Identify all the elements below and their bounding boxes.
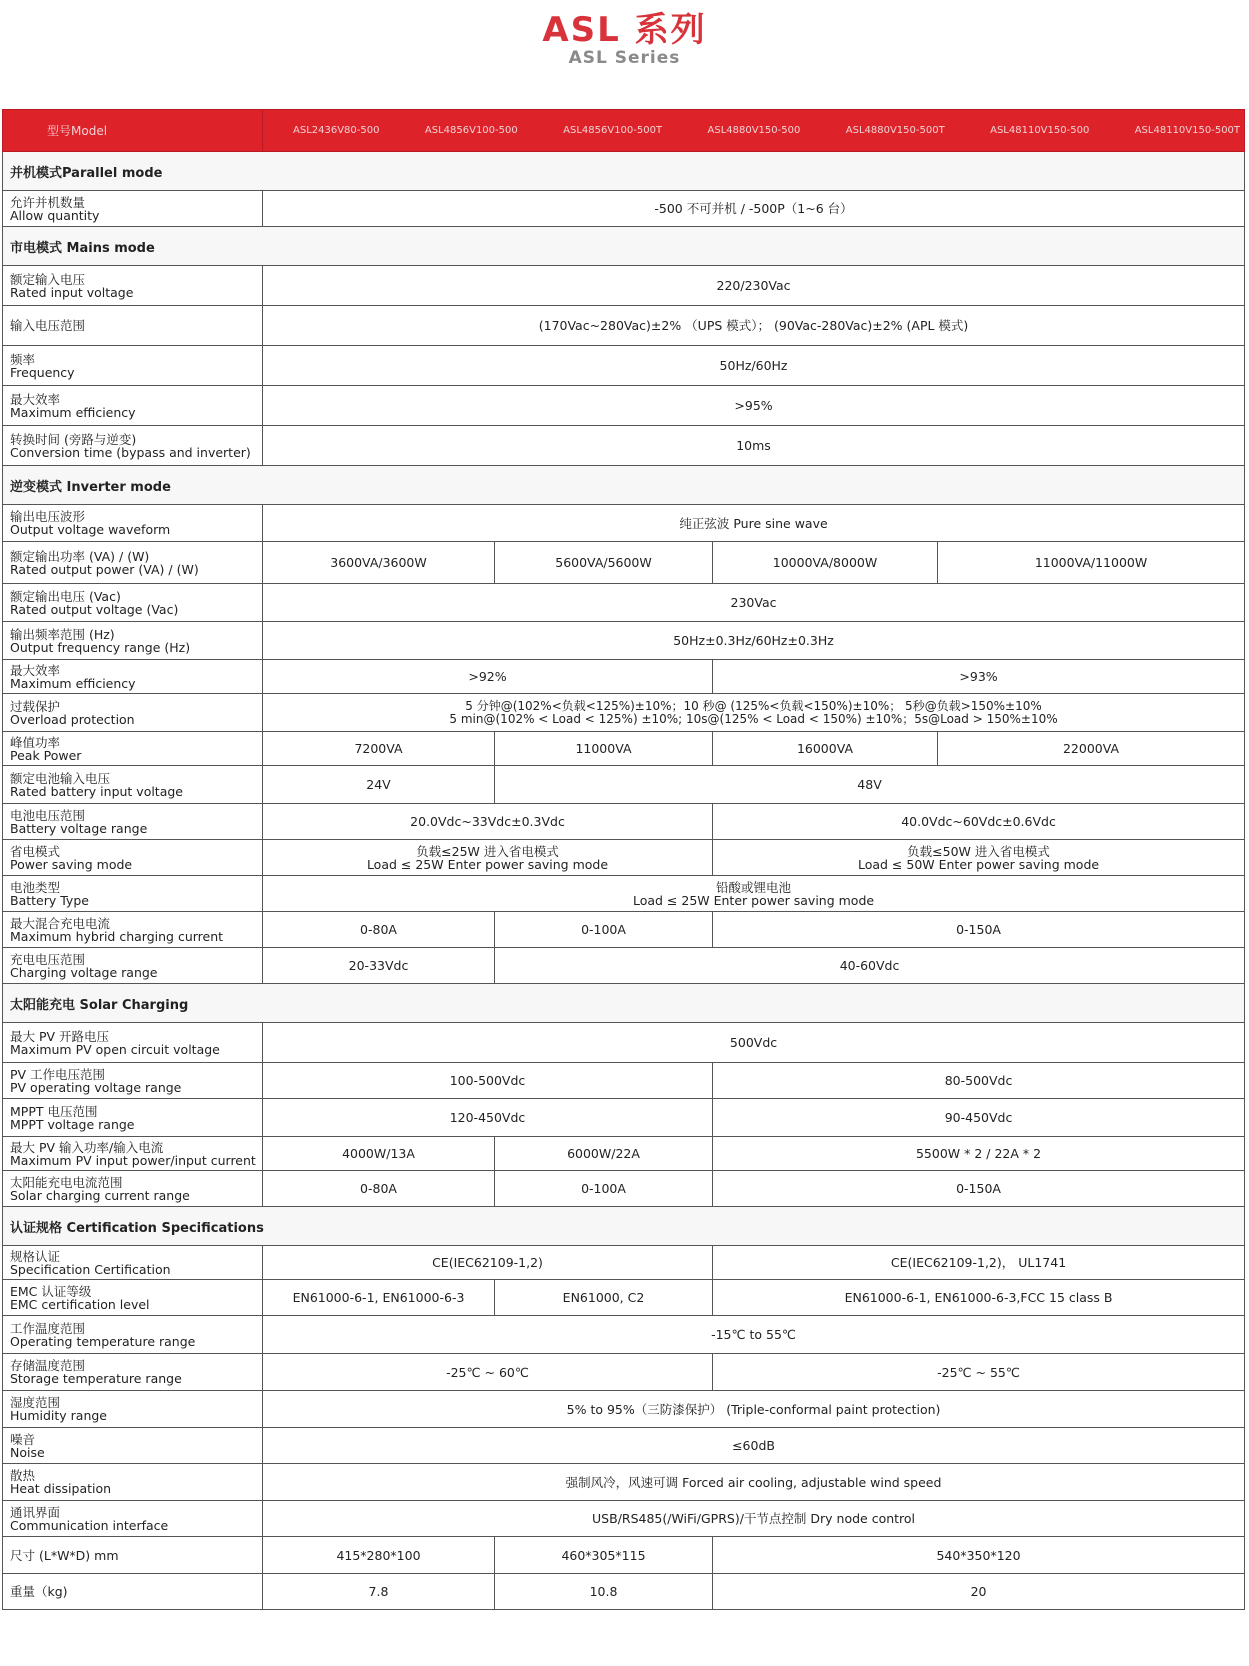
row-value: 0-80A <box>263 1171 495 1207</box>
row-value: 3600VA/3600W <box>263 542 495 584</box>
table-row <box>3 912 1245 948</box>
row-value: 10000VA/8000W <box>713 542 938 584</box>
table-row <box>3 266 1245 306</box>
table-row <box>3 1280 1245 1316</box>
table-row <box>3 1391 1245 1428</box>
section-title: 逆变模式 Inverter mode <box>3 466 1245 505</box>
section-title: 认证规格 Certification Specifications <box>3 1207 1245 1246</box>
row-value: USB/RS485(/WiFi/GPRS)/干节点控制 Dry node control <box>263 1501 1245 1537</box>
row-label: 重量（kg) <box>3 1574 263 1610</box>
row-label: 电池类型 Battery Type <box>3 876 263 912</box>
table-row <box>3 804 1245 840</box>
table-row <box>3 426 1245 466</box>
row-label: 噪音 Noise <box>3 1428 263 1464</box>
table-row <box>3 386 1245 426</box>
section-header <box>3 227 1245 266</box>
row-label: 规格认证 Specification Certification <box>3 1246 263 1280</box>
row-label: 频率 Frequency <box>3 346 263 386</box>
table-row <box>3 694 1245 732</box>
row-value: >93% <box>713 660 1245 694</box>
table-row <box>3 840 1245 876</box>
row-label: 输入电压范围 <box>3 306 263 346</box>
table-row <box>3 1537 1245 1574</box>
row-value: 540*350*120 <box>713 1537 1245 1574</box>
table-row <box>3 1354 1245 1391</box>
row-label: 太阳能充电电流范围 Solar charging current range <box>3 1171 263 1207</box>
row-label: 尺寸 (L*W*D) mm <box>3 1537 263 1574</box>
row-label: 散热 Heat dissipation <box>3 1464 263 1501</box>
row-label: 输出电压波形 Output voltage waveform <box>3 505 263 542</box>
table-row <box>3 1137 1245 1171</box>
row-label: 最大混合充电电流 Maximum hybrid charging current <box>3 912 263 948</box>
row-value: -25℃ ~ 55℃ <box>713 1354 1245 1391</box>
row-value: CE(IEC62109-1,2) <box>263 1246 713 1280</box>
table-row <box>3 1023 1245 1063</box>
row-value: 24V <box>263 766 495 804</box>
section-header <box>3 466 1245 505</box>
table-row <box>3 1099 1245 1137</box>
row-value: 0-100A <box>495 1171 713 1207</box>
row-value: 415*280*100 <box>263 1537 495 1574</box>
table-row <box>3 1501 1245 1537</box>
row-value: -500 不可并机 / -500P（1~6 台） <box>263 191 1245 227</box>
row-label: 转换时间 (旁路与逆变) Conversion time (bypass and inverter) <box>3 426 263 466</box>
row-value: >92% <box>263 660 713 694</box>
table-row <box>3 1574 1245 1610</box>
row-label: 峰值功率 Peak Power <box>3 732 263 766</box>
row-value: -25℃ ~ 60℃ <box>263 1354 713 1391</box>
row-value: (170Vac~280Vac)±2% （UPS 模式）； (90Vac-280Vac)±2% (APL 模式) <box>263 306 1245 346</box>
table-row <box>3 948 1245 984</box>
row-value: 48V <box>495 766 1245 804</box>
row-value: 16000VA <box>713 732 938 766</box>
row-value: 6000W/22A <box>495 1137 713 1171</box>
table-row <box>3 1171 1245 1207</box>
row-label: 最大 PV 输入功率/输入电流 Maximum PV input power/input current <box>3 1137 263 1171</box>
row-value: 10.8 <box>495 1574 713 1610</box>
row-label: 湿度范围 Humidity range <box>3 1391 263 1428</box>
table-row <box>3 660 1245 694</box>
table-row <box>3 876 1245 912</box>
row-value: 0-150A <box>713 1171 1245 1207</box>
row-value: 纯正弦波 Pure sine wave <box>263 505 1245 542</box>
row-value: 20 <box>713 1574 1245 1610</box>
row-value: 7200VA <box>263 732 495 766</box>
row-value: 90-450Vdc <box>713 1099 1245 1137</box>
row-value: 50Hz/60Hz <box>263 346 1245 386</box>
table-row <box>3 1246 1245 1280</box>
section-title: 并机模式Parallel mode <box>3 152 1245 191</box>
model-list <box>263 110 1245 152</box>
row-label: 电池电压范围 Battery voltage range <box>3 804 263 840</box>
table-row <box>3 1428 1245 1464</box>
section-title: 太阳能充电 Solar Charging <box>3 984 1245 1023</box>
model-name: ASL48110V150-500 <box>990 125 1090 136</box>
row-value: 120-450Vdc <box>263 1099 713 1137</box>
row-value: EN61000-6-1, EN61000-6-3 <box>263 1280 495 1316</box>
model-header: 型号Model <box>3 110 263 152</box>
table-row <box>3 346 1245 386</box>
row-value: 230Vac <box>263 584 1245 622</box>
model-name: ASL4880V150-500T <box>845 125 945 136</box>
row-value: 11000VA/11000W <box>938 542 1245 584</box>
row-label: 允许并机数量 Allow quantity <box>3 191 263 227</box>
row-value: 100-500Vdc <box>263 1063 713 1099</box>
row-value: 460*305*115 <box>495 1537 713 1574</box>
table-row <box>3 542 1245 584</box>
row-value: 22000VA <box>938 732 1245 766</box>
section-title: 市电模式 Mains mode <box>3 227 1245 266</box>
row-value: 220/230Vac <box>263 266 1245 306</box>
row-label: 额定电池输入电压 Rated battery input voltage <box>3 766 263 804</box>
row-label: 最大 PV 开路电压 Maximum PV open circuit voltage <box>3 1023 263 1063</box>
table-row <box>3 191 1245 227</box>
row-label: 输出频率范围 (Hz) Output frequency range (Hz) <box>3 622 263 660</box>
row-value: 11000VA <box>495 732 713 766</box>
row-label: PV 工作电压范围 PV operating voltage range <box>3 1063 263 1099</box>
row-value: 0-150A <box>713 912 1245 948</box>
row-value: 5 分钟@(102%<负载<125%)±10%；10 秒@ (125%<负载<150%)±10%； 5秒@负载>150%±10% 5 min@(102% < Load < 125%) ±10%; 10s@(125% < Load < 150%) ±10%；5s@Load > 150%±10% <box>263 694 1245 732</box>
row-value: 5600VA/5600W <box>495 542 713 584</box>
row-label: 存储温度范围 Storage temperature range <box>3 1354 263 1391</box>
row-value: ≤60dB <box>263 1428 1245 1464</box>
table-row <box>3 306 1245 346</box>
model-name: ASL4856V100-500 <box>424 125 518 136</box>
row-value: 0-80A <box>263 912 495 948</box>
model-name: ASL48110V150-500T <box>1134 125 1241 136</box>
row-label: 最大效率 Maximum efficiency <box>3 386 263 426</box>
row-value: 40-60Vdc <box>495 948 1245 984</box>
row-label: 额定输入电压 Rated input voltage <box>3 266 263 306</box>
model-name: ASL2436V80-500 <box>293 125 380 136</box>
row-label: 额定输出电压 (Vac) Rated output voltage (Vac) <box>3 584 263 622</box>
row-value: >95% <box>263 386 1245 426</box>
row-label: 充电电压范围 Charging voltage range <box>3 948 263 984</box>
table-row <box>3 732 1245 766</box>
row-value: 强制风冷，风速可调 Forced air cooling, adjustable wind speed <box>263 1464 1245 1501</box>
row-label: 省电模式 Power saving mode <box>3 840 263 876</box>
section-header <box>3 152 1245 191</box>
model-name: ASL4880V150-500 <box>707 125 801 136</box>
row-value: 5500W * 2 / 22A * 2 <box>713 1137 1245 1171</box>
row-value: 负载≤25W 进入省电模式 Load ≤ 25W Enter power saving mode <box>263 840 713 876</box>
table-row <box>3 1464 1245 1501</box>
row-label: 工作温度范围 Operating temperature range <box>3 1316 263 1354</box>
row-value: CE(IEC62109-1,2)， UL1741 <box>713 1246 1245 1280</box>
table-row <box>3 505 1245 542</box>
row-value: 4000W/13A <box>263 1137 495 1171</box>
row-label: EMC 认证等级 EMC certification level <box>3 1280 263 1316</box>
row-value: -15℃ to 55℃ <box>263 1316 1245 1354</box>
row-value: 20.0Vdc~33Vdc±0.3Vdc <box>263 804 713 840</box>
row-value: 500Vdc <box>263 1023 1245 1063</box>
row-value: 10ms <box>263 426 1245 466</box>
table-row <box>3 1063 1245 1099</box>
row-value: 7.8 <box>263 1574 495 1610</box>
table-row <box>3 584 1245 622</box>
row-value: 0-100A <box>495 912 713 948</box>
row-value: 20-33Vdc <box>263 948 495 984</box>
row-label: 过载保护 Overload protection <box>3 694 263 732</box>
row-value: 50Hz±0.3Hz/60Hz±0.3Hz <box>263 622 1245 660</box>
table-row <box>3 622 1245 660</box>
row-label: 额定输出功率 (VA) / (W) Rated output power (VA) / (W) <box>3 542 263 584</box>
row-value: 5% to 95%（三防漆保护） (Triple-conformal paint protection) <box>263 1391 1245 1428</box>
table-header-row <box>3 110 1245 152</box>
page-title: ASL 系列 <box>542 10 707 50</box>
row-label: 通讯界面 Communication interface <box>3 1501 263 1537</box>
spec-table <box>2 109 1245 1610</box>
section-header <box>3 1207 1245 1246</box>
row-label: MPPT 电压范围 MPPT voltage range <box>3 1099 263 1137</box>
row-value: 80-500Vdc <box>713 1063 1245 1099</box>
row-value: 负载≤50W 进入省电模式 Load ≤ 50W Enter power saving mode <box>713 840 1245 876</box>
page-subtitle: ASL Series <box>568 48 681 68</box>
row-value: 40.0Vdc~60Vdc±0.6Vdc <box>713 804 1245 840</box>
table-row <box>3 1316 1245 1354</box>
row-label: 最大效率 Maximum efficiency <box>3 660 263 694</box>
row-value: 铅酸或锂电池 Load ≤ 25W Enter power saving mode <box>263 876 1245 912</box>
row-value: EN61000-6-1, EN61000-6-3,FCC 15 class B <box>713 1280 1245 1316</box>
table-row <box>3 766 1245 804</box>
section-header <box>3 984 1245 1023</box>
row-value: EN61000, C2 <box>495 1280 713 1316</box>
model-name: ASL4856V100-500T <box>563 125 663 136</box>
